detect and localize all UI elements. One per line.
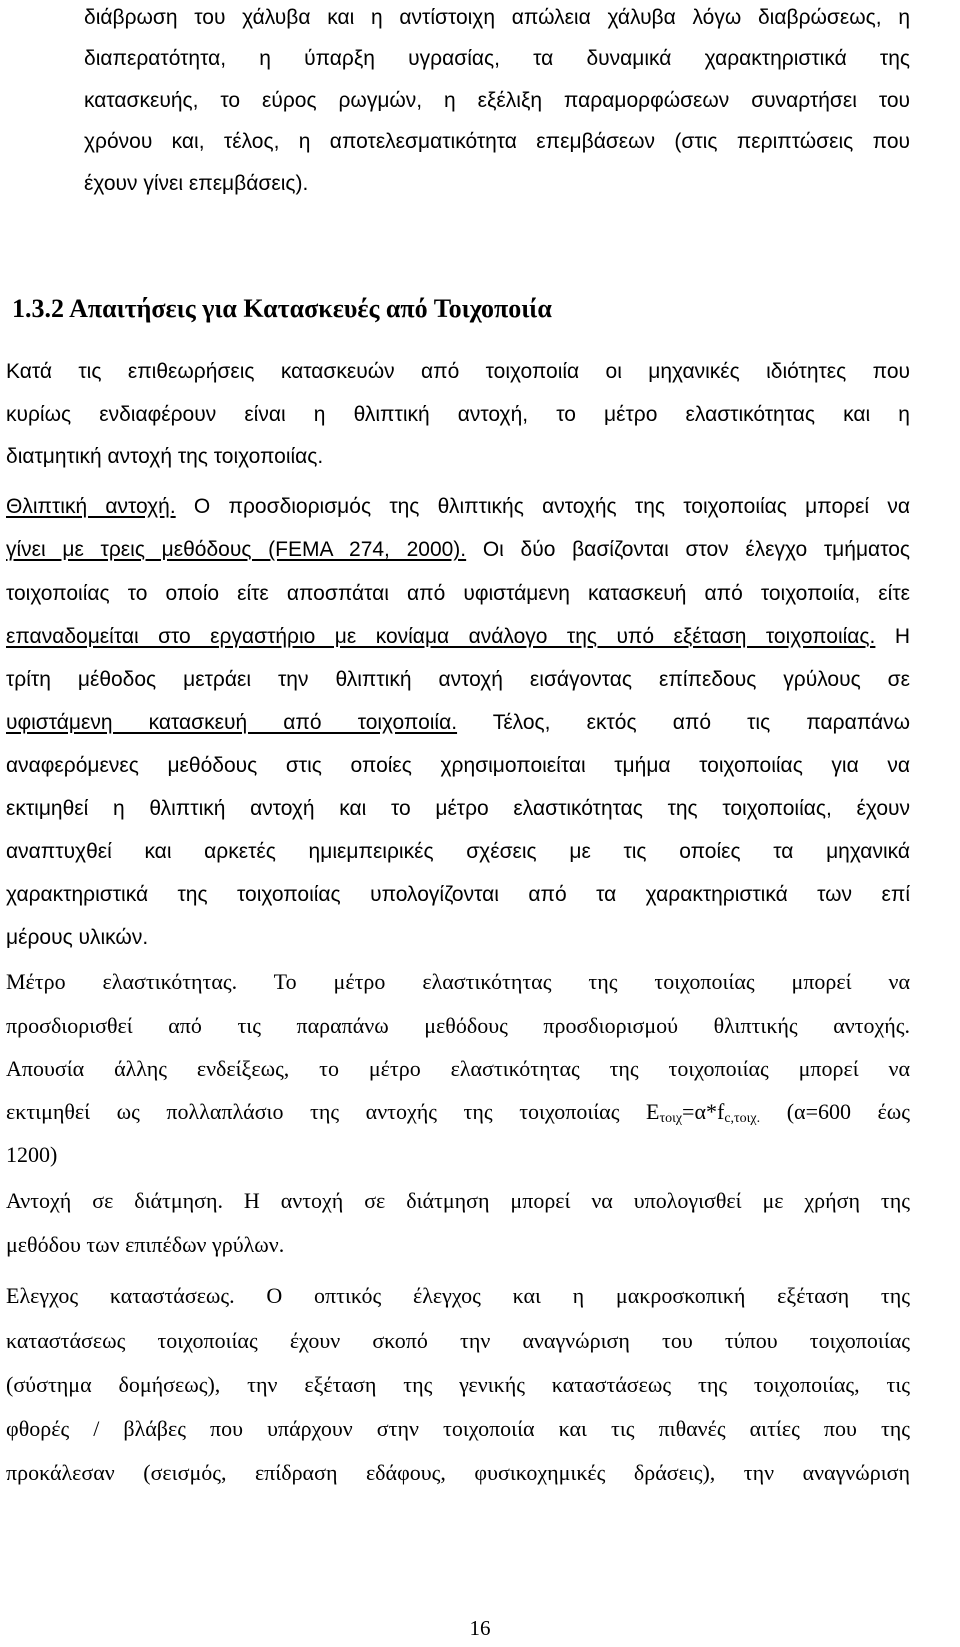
modulus-subscript-1: τοιχ — [659, 1111, 683, 1126]
compressive-line-7: αναφερόμενες μεθόδους στις οποίες χρησιμοποιείται τμήμα τοιχοποιίας για να — [6, 754, 910, 777]
section-intro-line-3: διατμητική αντοχή της τοιχοποιίας. — [6, 445, 324, 468]
shear-label: Αντοχή σε διάτμηση. — [6, 1188, 224, 1213]
compressive-line-2 — [6, 536, 910, 564]
compressive-text-2b: Οι δύο βασίζονται στον έλεγχο τμήματος — [466, 538, 910, 561]
intro-line-5: έχουν γίνει επεμβάσεις). — [84, 172, 309, 195]
compressive-line-5: τρίτη μέθοδος μετράει την θλιπτική αντοχή εισάγοντας επίπεδους γρύλους σε — [6, 668, 910, 691]
condition-line-2: καταστάσεως τοιχοποιίας έχουν σκοπό την αναγνώριση του τύπου τοιχοποιίας — [6, 1328, 910, 1353]
modulus-line-4 — [6, 1098, 910, 1126]
compressive-line-10: χαρακτηριστικά της τοιχοποιίας υπολογίζονται από τα χαρακτηριστικά των επί — [6, 883, 910, 906]
modulus-range: (α=600 έως — [760, 1099, 910, 1124]
compressive-citation: γίνει με τρεις μεθόδους (FEMA 274, 2000). — [6, 538, 467, 561]
compressive-line-1 — [6, 493, 910, 521]
compressive-line-9: αναπτυχθεί και αρκετές ημιεμπειρικές σχέσεις με τις οποίες τα μηχανικά — [6, 840, 910, 863]
compressive-line-3: τοιχοποιίας το οποίο είτε αποσπάται από υφιστάμενη κατασκευή από τοιχοποιία, είτε — [6, 582, 910, 605]
modulus-label: Μέτρο ελαστικότητας. — [6, 969, 238, 994]
condition-text-1: Ο οπτικός έλεγχος και η μακροσκοπική εξέταση της — [234, 1283, 910, 1308]
compressive-line-11: μέρους υλικών. — [6, 926, 149, 949]
modulus-subscript-2: c,τοιχ. — [724, 1111, 761, 1126]
modulus-text-1: Το μέτρο ελαστικότητας της τοιχοποιίας μπορεί να — [237, 969, 910, 994]
section-heading: 1.3.2 Απαιτήσεις για Κατασκευές από Τοιχοποιία — [12, 294, 552, 323]
modulus-line-1 — [6, 968, 910, 996]
section-intro-line-1: Κατά τις επιθεωρήσεις κατασκευών από τοιχοποιία οι μηχανικές ιδιότητες που — [6, 360, 910, 383]
intro-line-4: χρόνου και, τέλος, η αποτελεσματικότητα επεμβάσεων (στις περιπτώσεις που — [84, 130, 910, 153]
compressive-label: Θλιπτική αντοχή. — [6, 495, 176, 518]
intro-line-2: διαπερατότητα, η ύπαρξη υγρασίας, τα δυναμικά χαρακτηριστικά της — [84, 47, 910, 70]
condition-label: Ελεγχος καταστάσεως. — [6, 1283, 235, 1308]
intro-line-3: κατασκευής, το εύρος ρωγμών, η εξέλιξη παραμορφώσεων συναρτήσει του — [84, 89, 910, 112]
modulus-line-2: προσδιορισθεί από τις παραπάνω μεθόδους προσδιορισμού θλιπτικής αντοχής. — [6, 1013, 910, 1038]
compressive-text-4b: Η — [875, 625, 911, 648]
page-number: 16 — [469, 1616, 491, 1640]
modulus-line-3: Απουσία άλλης ενδείξεως, το μέτρο ελαστικότητας της τοιχοποιίας μπορεί να — [6, 1056, 910, 1081]
condition-line-1 — [6, 1282, 910, 1310]
condition-line-3: (σύστημα δομήσεως), την εξέταση της γενικής καταστάσεως της τοιχοποιίας, τις — [6, 1372, 910, 1397]
shear-line-1 — [6, 1187, 910, 1215]
condition-line-5: προκάλεσαν (σεισμός, επίδραση εδάφους, φυσικοχημικές δράσεις), την αναγνώριση — [6, 1460, 910, 1485]
modulus-text-4: εκτιμηθεί ως πολλαπλάσιο της αντοχής της τοιχοποιίας Ε — [6, 1099, 660, 1124]
shear-text-1: Η αντοχή σε διάτμηση μπορεί να υπολογισθεί με χρήση της — [223, 1188, 910, 1213]
modulus-formula: =α*f — [682, 1099, 725, 1124]
compressive-text-6a: υφιστάμενη κατασκευή από τοιχοποιία. — [6, 711, 458, 734]
section-intro-line-2: κυρίως ενδιαφέρουν είναι η θλιπτική αντοχή, το μέτρο ελαστικότητας και η — [6, 403, 910, 426]
compressive-line-8: εκτιμηθεί η θλιπτική αντοχή και το μέτρο ελαστικότητας της τοιχοποιίας, έχουν — [6, 797, 910, 820]
compressive-text-4a: επαναδομείται στο εργαστήριο με κονίαμα ανάλογο της υπό εξέταση τοιχοποιίας. — [6, 625, 876, 648]
intro-line-1: διάβρωση του χάλυβα και η αντίστοιχη απώλεια χάλυβα λόγω διαβρώσεως, η — [84, 6, 910, 29]
shear-line-2: μεθόδου των επιπέδων γρύλων. — [6, 1232, 285, 1257]
condition-line-4: φθορές / βλάβες που υπάρχουν στην τοιχοποιία και τις πιθανές αιτίες που της — [6, 1416, 910, 1441]
compressive-line-4 — [6, 623, 910, 651]
compressive-text-1: Ο προσδιορισμός της θλιπτικής αντοχής της τοιχοποιίας μπορεί να — [175, 495, 910, 518]
modulus-line-5: 1200) — [6, 1142, 58, 1167]
compressive-line-6 — [6, 709, 910, 737]
compressive-text-6b: Τέλος, εκτός από τις παραπάνω — [457, 711, 910, 734]
